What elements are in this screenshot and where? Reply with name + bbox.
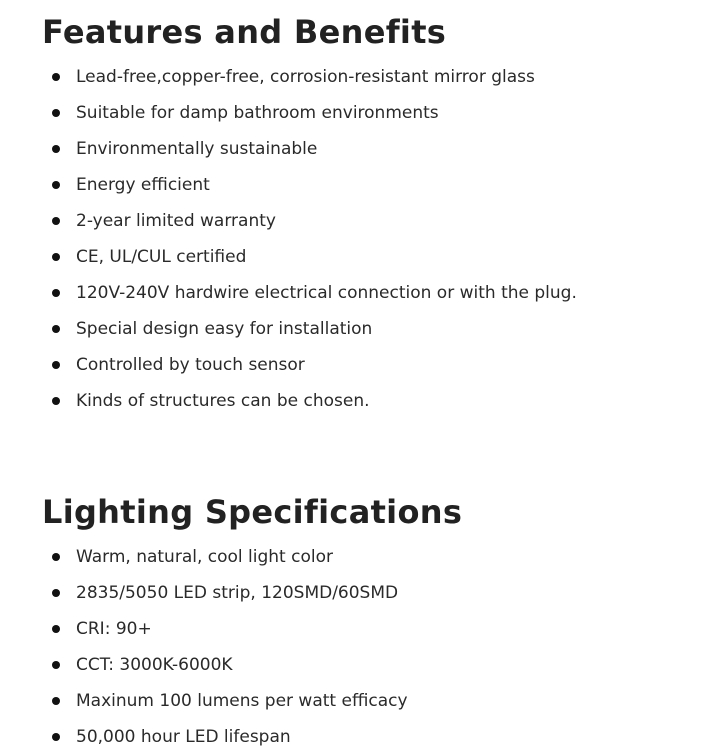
list-item — [42, 347, 702, 383]
list-item-text: Lead-free,copper-free, corrosion-resistant mirror glass — [76, 67, 535, 87]
list-item-text: Warm, natural, cool light color — [76, 547, 333, 567]
list-item-text: 2835/5050 LED strip, 120SMD/60SMD — [76, 583, 399, 603]
list-item — [42, 239, 702, 275]
list-item — [42, 275, 702, 311]
list-item-text: Kinds of structures can be chosen. — [76, 391, 370, 411]
bullet-dot-icon — [52, 397, 60, 405]
list-item — [42, 167, 702, 203]
lighting-list — [42, 539, 702, 755]
list-item-text: 50,000 hour LED lifespan — [76, 727, 291, 747]
list-item — [42, 719, 702, 755]
list-item — [42, 311, 702, 347]
list-item-text: 2-year limited warranty — [76, 211, 276, 231]
lighting-heading: Lighting Specifications — [42, 493, 463, 531]
list-item — [42, 59, 702, 95]
list-item-text: Controlled by touch sensor — [76, 355, 305, 375]
bullet-dot-icon — [52, 289, 60, 297]
list-item-text: CCT: 3000K-6000K — [76, 655, 233, 675]
list-item-text: CE, UL/CUL certified — [76, 247, 247, 267]
bullet-dot-icon — [52, 217, 60, 225]
list-item-text: 120V-240V hardwire electrical connection or with the plug. — [76, 283, 577, 303]
bullet-dot-icon — [52, 625, 60, 633]
bullet-dot-icon — [52, 733, 60, 741]
list-item — [42, 383, 702, 419]
list-item-text: Environmentally sustainable — [76, 139, 318, 159]
features-heading: Features and Benefits — [42, 13, 447, 51]
bullet-dot-icon — [52, 661, 60, 669]
list-item-text: Maxinum 100 lumens per watt efficacy — [76, 691, 408, 711]
bullet-dot-icon — [52, 697, 60, 705]
bullet-dot-icon — [52, 145, 60, 153]
list-item-text: Energy efficient — [76, 175, 210, 195]
list-item — [42, 95, 702, 131]
list-item — [42, 539, 702, 575]
bullet-dot-icon — [52, 325, 60, 333]
lighting-section — [42, 492, 702, 747]
bullet-dot-icon — [52, 589, 60, 597]
list-item-text: CRI: 90+ — [76, 619, 152, 639]
list-item — [42, 575, 702, 611]
features-list — [42, 59, 702, 419]
list-item — [42, 203, 702, 239]
list-item — [42, 131, 702, 167]
bullet-dot-icon — [52, 253, 60, 261]
list-item-text: Suitable for damp bathroom environments — [76, 103, 439, 123]
bullet-dot-icon — [52, 553, 60, 561]
bullet-dot-icon — [52, 73, 60, 81]
bullet-dot-icon — [52, 361, 60, 369]
bullet-dot-icon — [52, 109, 60, 117]
list-item — [42, 683, 702, 719]
features-section — [42, 12, 702, 411]
list-item — [42, 611, 702, 647]
bullet-dot-icon — [52, 181, 60, 189]
list-item — [42, 647, 702, 683]
list-item-text: Special design easy for installation — [76, 319, 373, 339]
